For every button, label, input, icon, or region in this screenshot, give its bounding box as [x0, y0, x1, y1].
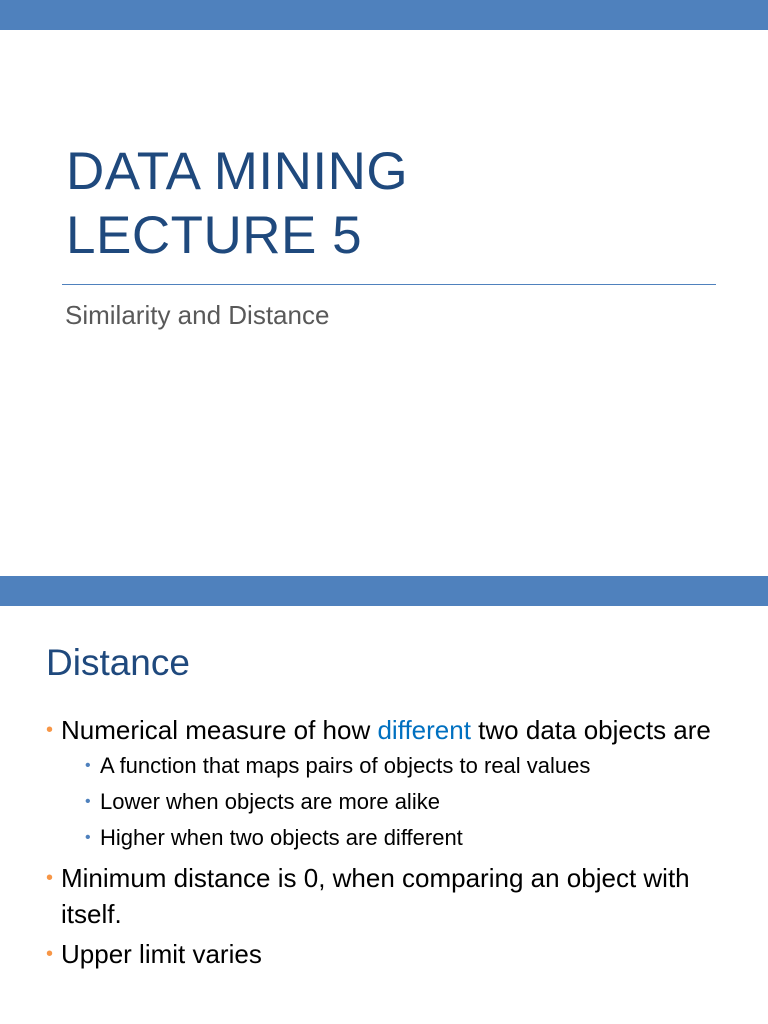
highlighted-word: different [377, 715, 471, 745]
slide-top-bar [0, 0, 768, 30]
bullet-item [46, 936, 746, 972]
sub-bullet-item [85, 748, 746, 784]
sub-bullet-item [85, 784, 746, 820]
sub-bullet-item [85, 820, 746, 856]
deck-title-line-1: DATA MINING [66, 142, 409, 201]
sub-bullet-text: A function that maps pairs of objects to real values [100, 753, 591, 778]
bullet-text: Upper limit varies [61, 939, 262, 969]
deck-subtitle: Similarity and Distance [65, 300, 330, 330]
bullet-dot-icon: • [46, 719, 54, 741]
bullet-text-end: two data objects are [470, 715, 711, 745]
sub-bullet-list [61, 748, 746, 856]
sub-bullet-dot-icon: • [85, 793, 91, 810]
deck-title-line-2: LECTURE 5 [66, 206, 363, 265]
bullet-dot-icon: • [46, 943, 54, 965]
deck-title [66, 140, 408, 268]
sub-bullet-dot-icon: • [85, 757, 91, 774]
bullet-text-start: Numerical measure of how [61, 715, 378, 745]
sub-bullet-text: Higher when two objects are different [100, 825, 463, 850]
bullet-item [46, 860, 746, 932]
bullet-dot-icon: • [46, 867, 54, 889]
slide-heading: Distance [46, 642, 190, 683]
slide-top-bar [0, 576, 768, 606]
bullet-item [46, 712, 746, 856]
bullet-list [46, 712, 746, 976]
content-slide [0, 576, 768, 1024]
sub-bullet-text: Lower when objects are more alike [100, 789, 440, 814]
bullet-text: Minimum distance is 0, when comparing an object with itself. [61, 863, 690, 929]
title-divider [62, 284, 716, 285]
sub-bullet-dot-icon: • [85, 829, 91, 846]
